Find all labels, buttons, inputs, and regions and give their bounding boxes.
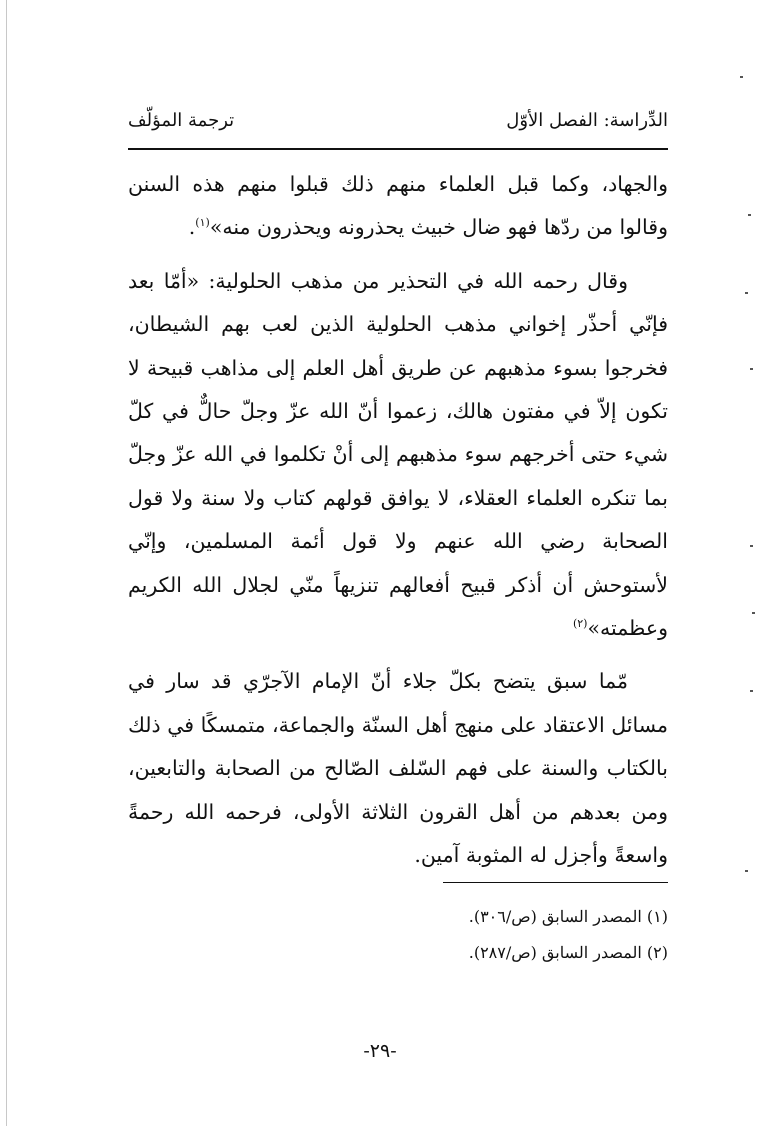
footnote-1: (١) المصدر السابق (ص/٣٠٦). [468, 907, 668, 926]
scan-speck [745, 870, 748, 872]
scan-speck [748, 214, 751, 216]
page-number: -٢٩- [363, 1040, 397, 1062]
scan-speck [740, 76, 743, 78]
running-header [128, 106, 668, 138]
paragraph-1 [128, 163, 668, 250]
footnote-ref-2: (٢) [572, 617, 588, 631]
scan-speck [750, 545, 753, 547]
scan-edge-line [6, 0, 7, 1126]
paragraph-1-trailing: . [188, 215, 196, 240]
footnote-2: (٢) المصدر السابق (ص/٢٨٧). [468, 943, 668, 962]
paragraph-3 [128, 660, 668, 877]
main-text [128, 163, 668, 878]
header-divider [128, 148, 668, 150]
paragraph-2 [128, 260, 668, 651]
footnote-ref-1: (١) [195, 216, 210, 230]
footnote-divider [443, 882, 668, 883]
header-topic-title: ترجمة المؤلّف [128, 110, 235, 131]
scan-speck [745, 292, 748, 294]
scan-speck [752, 612, 755, 614]
paragraph-3-text: مّما سبق يتضح بكلّ جلاء أنّ الإمام الآجرّي قد سار في مسائل الاعتقاد على منهج أهل السنّة والجماعة، متمسكًا في ذلك بالكتاب والسنة على فهم السّلف الصّالح من الصحابة والتابعين، ومن بعدهم من أهل القرون الثلاثة الأولى، فرحمه الله رحمةً واسعةً وأجزل له المثوبة آمين. [128, 669, 668, 868]
scan-speck [750, 690, 753, 692]
scan-speck [750, 368, 753, 370]
footnotes [300, 899, 668, 971]
paragraph-2-text: وقال رحمه الله في التحذير من مذهب الحلولية: «أمّا بعد فإنّي أحذّر إخواني مذهب الحلولية الذين لعب بهم الشيطان، فخرجوا بسوء مذهبهم عن طريق أهل العلم إلى مذاهب قبيحة لا تكون إلاّ في مفتون هالك، زعموا أنّ الله عزّ وجلّ حالٌّ في كلّ شيء حتى أخرجهم سوء مذهبهم إلى أنْ تكلموا في الله عزّ وجلّ بما تنكره العلماء العقلاء، لا يوافق قولهم كتاب ولا سنة ولا قول الصحابة رضي الله عنهم ولا قول أئمة المسلمين، وإنّي لأستوحش أن أذكر قبيح أفعالهم تنزيهاً منّي لجلال الله الكريم وعظمته» [128, 268, 668, 641]
paragraph-1-text: والجهاد، وكما قبل العلماء منهم ذلك قبلوا منهم هذه السنن وقالوا من ردّها فهو ضال خبيث يحذرونه ويحذرون منه» [128, 172, 668, 240]
header-section-title: الدِّراسة: الفصل الأوّل [506, 110, 668, 131]
